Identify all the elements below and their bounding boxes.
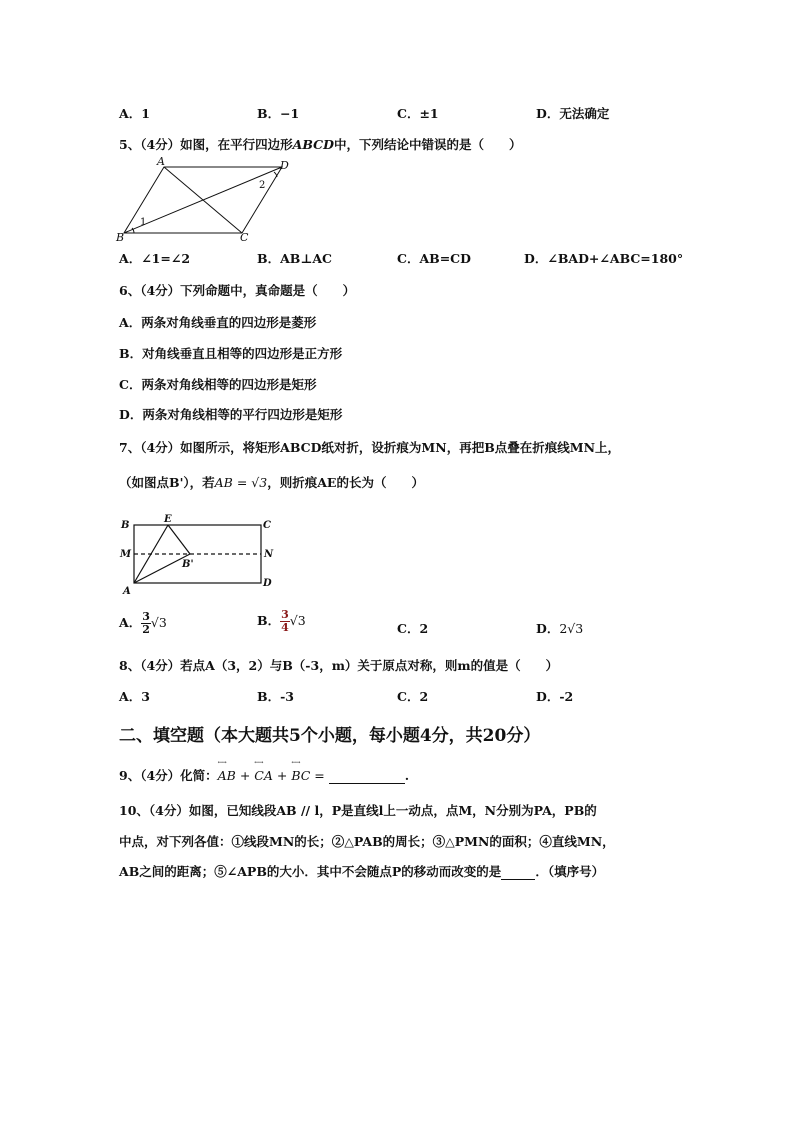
q8-option-c: C．2 — [397, 689, 429, 704]
q9-end: . — [404, 768, 410, 783]
q7-option-a — [119, 611, 167, 636]
q5-stem-var: ABCD — [292, 137, 334, 152]
q6-option-b: B．对角线垂直且相等的四边形是正方形 — [119, 346, 343, 361]
q7-stem-line2-suffix: ，则折痕AE的长为（ ） — [267, 475, 424, 490]
q8-option-d: D．-2 — [536, 689, 574, 704]
q7-label-c: C — [263, 520, 271, 531]
q7-option-d-value: 2√3 — [559, 621, 584, 636]
q6-option-c: C．两条对角线相等的四边形是矩形 — [119, 377, 317, 392]
q7-label-d: D — [263, 578, 272, 589]
q10-answer-blank[interactable] — [501, 865, 535, 880]
section2-heading: 二、填空题（本大题共5个小题，每小题4分，共20分） — [119, 726, 541, 746]
q5-option-a: A．∠1=∠2 — [119, 251, 191, 266]
q7-option-b-radical: √3 — [289, 613, 306, 628]
q7-option-d-label: D． — [536, 621, 560, 636]
q5-option-b: B．AB⊥AC — [257, 251, 332, 266]
q5-angle2-arc — [274, 172, 277, 177]
q5-stem — [119, 135, 521, 153]
q5-stem-suffix: 中，下列结论中错误的是（ ） — [333, 137, 522, 152]
q5-label-angle2: 2 — [259, 180, 266, 191]
q7-option-d — [536, 619, 583, 637]
q4-option-b: B．−1 — [257, 106, 300, 121]
q5-label-a: A — [157, 155, 165, 168]
q7-stem-line1: 7、（4分）如图所示，将矩形ABCD纸对折，设折痕为MN，再把B点叠在折痕线MN上， — [119, 440, 621, 455]
q5-label-b: B — [116, 231, 125, 244]
q7-option-a-label: A． — [119, 615, 142, 630]
q8-option-b: B．-3 — [257, 689, 294, 704]
q5-parallelogram-figure — [114, 155, 299, 245]
q6-stem: 6、（4分）下列命题中，真命题是（ ） — [119, 283, 356, 298]
q7-label-m: M — [120, 549, 132, 560]
q9-vector-bc: ←→ BC — [291, 768, 310, 783]
q7-option-b-numerator: 3 — [281, 608, 289, 621]
q7-option-b-fraction — [280, 609, 290, 634]
q7-option-b-label: B． — [257, 613, 281, 628]
q6-option-d: D．两条对角线相等的平行四边形是矩形 — [119, 407, 343, 422]
q7-stem-math: AB = √3 — [214, 475, 268, 490]
q5-label-angle1: 1 — [140, 217, 147, 228]
q7-stem-line2 — [119, 473, 424, 491]
q8-stem: 8、（4分）若点A（3，2）与B（-3，m）关于原点对称，则m的值是（ ） — [119, 658, 559, 673]
q8-option-a: A．3 — [119, 689, 150, 704]
q7-label-b-prime: B' — [182, 559, 194, 570]
q5-stem-prefix: 5、（4分）如图，在平行四边形 — [119, 137, 293, 152]
q7-segment-eb-prime — [168, 525, 190, 554]
q7-option-c: C．2 — [397, 621, 429, 636]
q9-plus-1: + — [235, 768, 255, 783]
q9-plus-2: + — [272, 768, 292, 783]
q9-prefix: 9、（4分）化简： — [119, 768, 218, 783]
q10-line3-text: AB之间的距离；⑤∠APB的大小．其中不会随点P的移动而改变的是 — [119, 864, 502, 879]
q9-equals: = — [310, 768, 329, 783]
q5-label-d: D — [280, 159, 289, 172]
q7-option-a-denominator: 2 — [142, 623, 150, 636]
q5-option-d: D．∠BAD+∠ABC=180° — [524, 251, 684, 266]
q5-option-c: C．AB=CD — [397, 251, 471, 266]
q9-line — [119, 766, 409, 784]
q4-option-d: D．无法确定 — [536, 106, 610, 121]
q7-option-b-denominator: 4 — [281, 621, 289, 634]
q7-stem-line2-prefix: （如图点B'），若 — [119, 475, 215, 490]
q4-option-a: A．1 — [119, 106, 150, 121]
q10-line3 — [119, 862, 604, 880]
q4-option-c: C．±1 — [397, 106, 439, 121]
q6-option-a: A．两条对角线垂直的四边形是菱形 — [119, 315, 317, 330]
q7-option-b — [257, 609, 306, 634]
q9-answer-blank[interactable] — [329, 769, 405, 784]
q7-option-a-fraction — [141, 611, 151, 636]
q7-option-a-numerator: 3 — [142, 610, 150, 623]
q9-vector-ab: ←→ AB — [218, 768, 236, 783]
q7-label-n: N — [264, 549, 274, 560]
q7-option-a-radical: √3 — [150, 615, 167, 630]
q10-line3-end: ．（填序号） — [535, 864, 605, 879]
q5-label-c: C — [240, 231, 249, 244]
q7-label-a: A — [123, 586, 131, 595]
q7-label-e: E — [164, 514, 172, 525]
q7-label-b: B — [121, 520, 130, 531]
q10-line2: 中点，对下列各值：①线段MN的长；②△PAB的周长；③△PMN的面积；④直线MN， — [119, 834, 615, 849]
q5-diagonal-ac — [164, 167, 242, 233]
q9-vector-ca: ←→ CA — [254, 768, 273, 783]
q7-rectangle-figure — [115, 510, 280, 595]
q10-line1: 10、（4分）如图，已知线段AB // l，P是直线l上一动点，点M，N分别为PA，PB的 — [119, 803, 597, 818]
